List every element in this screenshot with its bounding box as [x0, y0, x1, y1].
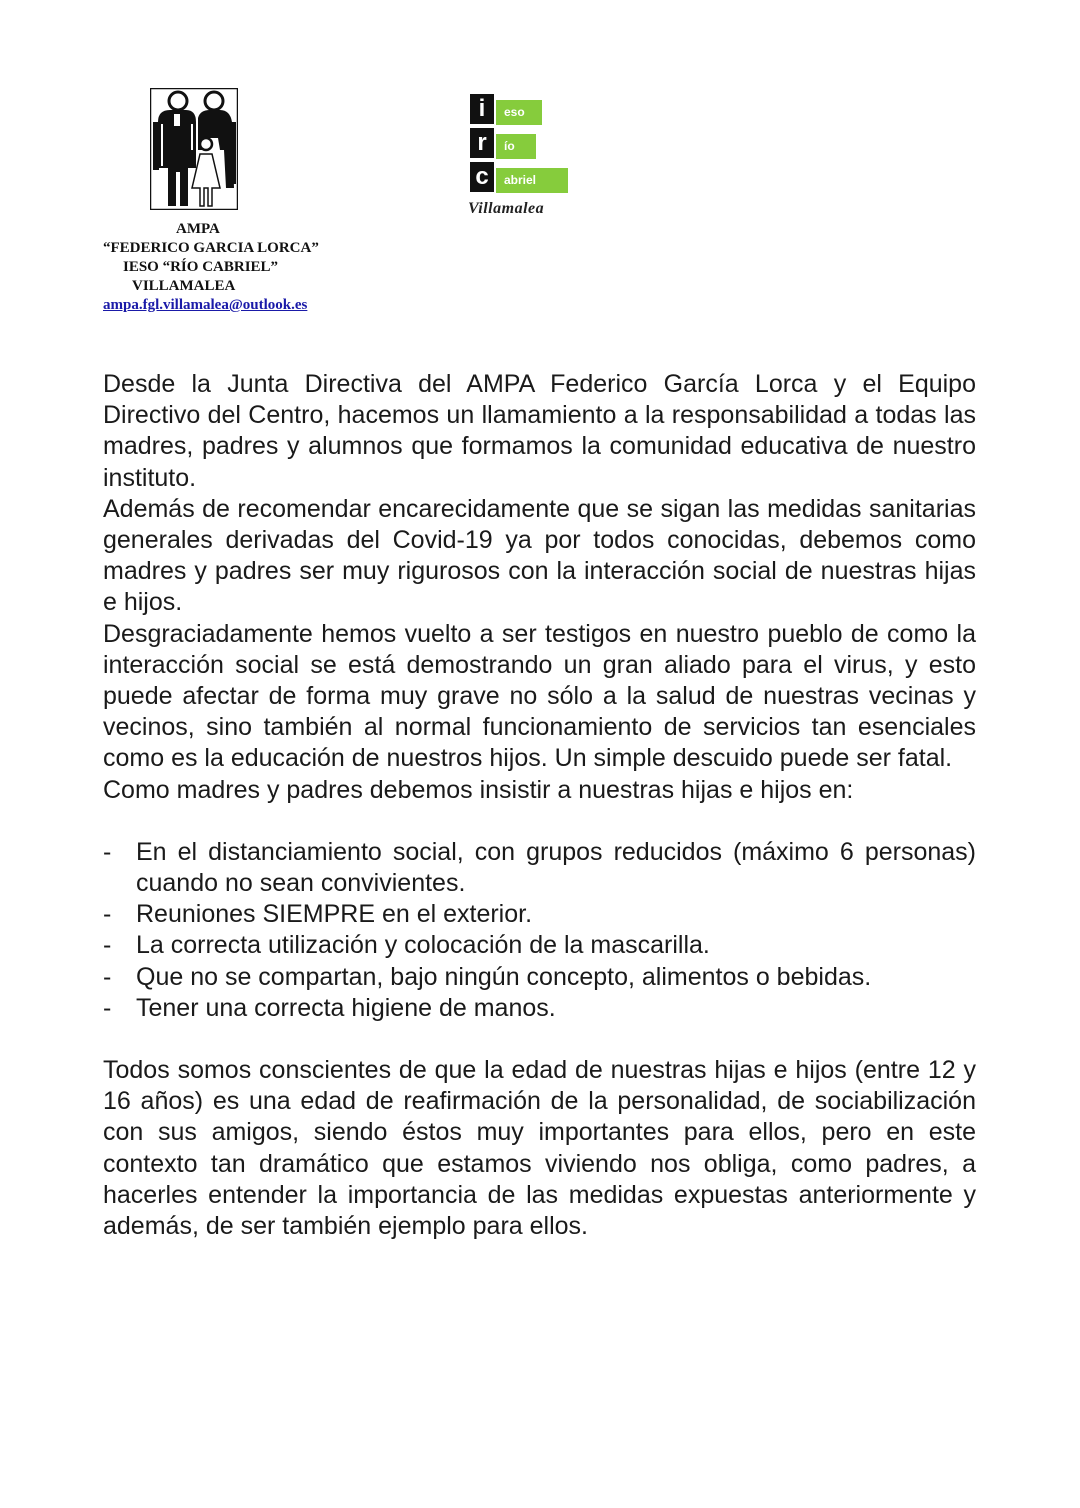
school-logo: [466, 92, 572, 222]
paragraph-list-intro: Como madres y padres debemos insistir a nuestras hijas e hijos en:: [103, 775, 854, 804]
school-logo-letters: [470, 94, 494, 194]
list-item-text: Reuniones SIEMPRE en el exterior.: [136, 900, 533, 929]
email-link[interactable]: ampa.fgl.villamalea@outlook.es: [103, 297, 308, 313]
list-item: [103, 930, 976, 961]
list-item-text: La correcta utilización y colocación de la mascarilla.: [136, 931, 710, 960]
list-marker: -: [103, 900, 112, 929]
list-item-text: Que no se compartan, bajo ningún concepto, alimentos o bebidas.: [136, 962, 872, 991]
logo-town: Villamalea: [468, 200, 545, 217]
ampa-family-logo: [150, 88, 238, 210]
family-icon: [150, 88, 238, 210]
list-marker: -: [103, 962, 112, 991]
list-item-text: En el distanciamiento social, con grupos reducidos (máximo 6 personas) cuando no sean convivientes.: [136, 837, 976, 898]
paragraph-warning: Desgraciadamente hemos vuelto a ser testigos en nuestro pueblo de como la interacción social se está demostrando un gran aliado para el virus, y esto puede afectar de forma muy grave no sólo a la salud de nuestras vecinas y vecinos, sino también al normal funcionamiento de servicios tan esenciales como es la educación de nuestros hijos. Un simple descuido puede ser fatal.: [103, 619, 976, 773]
paragraph-recommendation: Además de recomendar encarecidamente que se sigan las medidas sanitarias generales derivadas del Covid-19 ya por todos conocidas, debemos como madres y padres ser muy rigurosos con la interacción social de nuestras hijas e hijos.: [103, 494, 976, 617]
logo-tag-eso: eso: [496, 100, 542, 125]
school-name: IESO “RÍO CABRIEL”: [123, 259, 279, 275]
list-item-text: Tener una correcta higiene de manos.: [136, 993, 556, 1022]
ampa-name: AMPA: [176, 221, 220, 237]
town-name: VILLAMALEA: [132, 278, 236, 294]
paragraph-closing: Todos somos conscientes de que la edad de nuestras hijas e hijos (entre 12 y 16 años) es una edad de reafirmación de la personalidad, de sociabilización con sus amigos, siendo éstos muy importantes para ellos, pero en este contexto tan dramático que estamos viviendo nos obliga, como padres, a hacerles entender la importancia de las medidas expuestas anteriormente y además, de ser también ejemplo para ellos.: [103, 1056, 976, 1241]
logo-letter-i: i: [470, 94, 494, 124]
paragraph-intro: Desde la Junta Directiva del AMPA Federico García Lorca y el Equipo Directivo del Centro, hacemos un llamamiento a la responsabilidad a todas las madres, padres y alumnos que formamos la comunidad educativa de nuestro instituto.: [103, 370, 976, 492]
logo-tag-rio: ío: [496, 134, 536, 159]
list-item: [103, 899, 976, 930]
list-marker: -: [103, 993, 112, 1022]
ampa-full-name: “FEDERICO GARCIA LORCA”: [103, 240, 319, 256]
list-item: [103, 962, 976, 993]
logo-tag-cabriel: abriel: [496, 168, 568, 193]
list-item: [103, 993, 976, 1024]
ampa-address-block: [100, 220, 345, 315]
logo-letter-c: c: [470, 162, 494, 192]
letter-body: [103, 369, 976, 1242]
measures-list: [103, 837, 976, 1024]
logo-letter-r: r: [470, 128, 494, 158]
list-marker: -: [103, 837, 112, 866]
list-item: [103, 837, 976, 899]
list-marker: -: [103, 931, 112, 960]
